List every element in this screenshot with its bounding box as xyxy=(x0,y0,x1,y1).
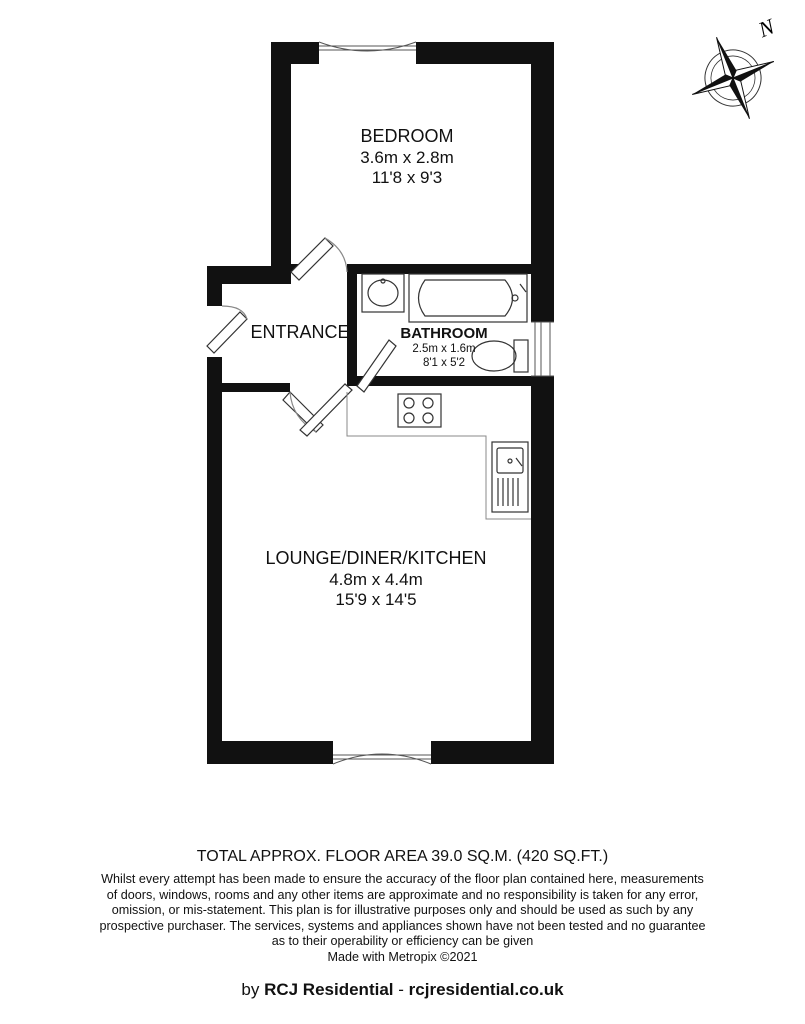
lounge-left-wall xyxy=(207,357,222,764)
disclaimer-line: Whilst every attempt has been made to ensure the accuracy of the floor plan contained here, measurements xyxy=(101,872,704,886)
lounge-metric: 4.8m x 4.4m xyxy=(329,569,423,589)
bedroom-left-wall xyxy=(271,42,291,272)
entrance-label xyxy=(240,322,360,344)
bathroom-imperial: 8'1 x 5'2 xyxy=(422,356,466,369)
lounge-bottom-wall-right xyxy=(431,741,554,764)
disclaimer-line: prospective purchaser. The services, systems and appliances shown have not been tested and no guarantee xyxy=(99,918,706,933)
company-name: RCJ Residential xyxy=(264,980,394,999)
total-floor-area: TOTAL APPROX. FLOOR AREA 39.0 SQ.M. (420 SQ.FT.) xyxy=(196,848,609,865)
compass-north-label: N xyxy=(754,13,778,43)
bathroom-metric: 2.5m x 1.6m xyxy=(412,343,476,355)
sink-drainer xyxy=(498,478,518,506)
bath-frame xyxy=(409,274,527,322)
bath-tub xyxy=(419,280,513,316)
entrance-left-wall-upper xyxy=(207,266,222,306)
washbasin-bowl xyxy=(368,280,398,306)
kitchen-sink xyxy=(492,442,528,512)
made-with-credit: Made with Metropix ©2021 xyxy=(327,949,478,964)
hob-ring-3 xyxy=(404,413,414,423)
hob-ring-4 xyxy=(423,413,433,423)
bedroom-imperial: 11'8 x 9'3 xyxy=(371,167,443,187)
bedroom-door-leaf xyxy=(291,238,333,280)
lounge-name: LOUNGE/DINER/KITCHEN xyxy=(265,548,487,568)
bathroom-name: BATHROOM xyxy=(400,325,488,342)
hob xyxy=(398,394,441,427)
right-wall-upper xyxy=(531,42,554,322)
bathroom-label xyxy=(384,325,504,371)
lounge-bottom-wall-left xyxy=(207,741,333,764)
bedroom-window xyxy=(319,42,416,51)
bath-tap xyxy=(520,284,526,292)
agent-byline xyxy=(0,980,805,1000)
lounge-label xyxy=(236,548,516,610)
bedroom-label xyxy=(317,126,497,188)
entrance-name: ENTRANCE xyxy=(250,322,350,342)
sink-bowl xyxy=(497,448,523,473)
lounge-imperial: 15'9 x 14'5 xyxy=(335,589,417,609)
hob-frame xyxy=(398,394,441,427)
sink-drain xyxy=(508,459,512,463)
footer xyxy=(0,848,805,965)
sink-tap xyxy=(516,458,522,466)
disclaimer-line: as to their operability or efficiency can be given xyxy=(271,934,534,948)
byline-prefix: by xyxy=(241,980,260,999)
disclaimer-line: omission, or mis-statement. This plan is for illustrative purposes only and should be used as such by any xyxy=(111,903,694,917)
right-wall-lower xyxy=(531,376,554,764)
bathroom-top-wall xyxy=(347,264,531,274)
hob-ring-2 xyxy=(423,398,433,408)
bedroom-metric: 3.6m x 2.8m xyxy=(360,147,454,167)
lounge-top-wall xyxy=(222,383,290,392)
byline-separator: - xyxy=(398,980,404,999)
bathroom-window xyxy=(531,322,554,376)
lounge-window xyxy=(333,754,431,764)
disclaimer xyxy=(58,872,748,950)
bedroom-name: BEDROOM xyxy=(360,126,454,146)
hob-ring-1 xyxy=(404,398,414,408)
disclaimer-line: of doors, windows, rooms and any other items are approximate and no responsibility is taken for any error, xyxy=(106,887,699,902)
company-website[interactable]: rcjresidential.co.uk xyxy=(408,980,564,999)
